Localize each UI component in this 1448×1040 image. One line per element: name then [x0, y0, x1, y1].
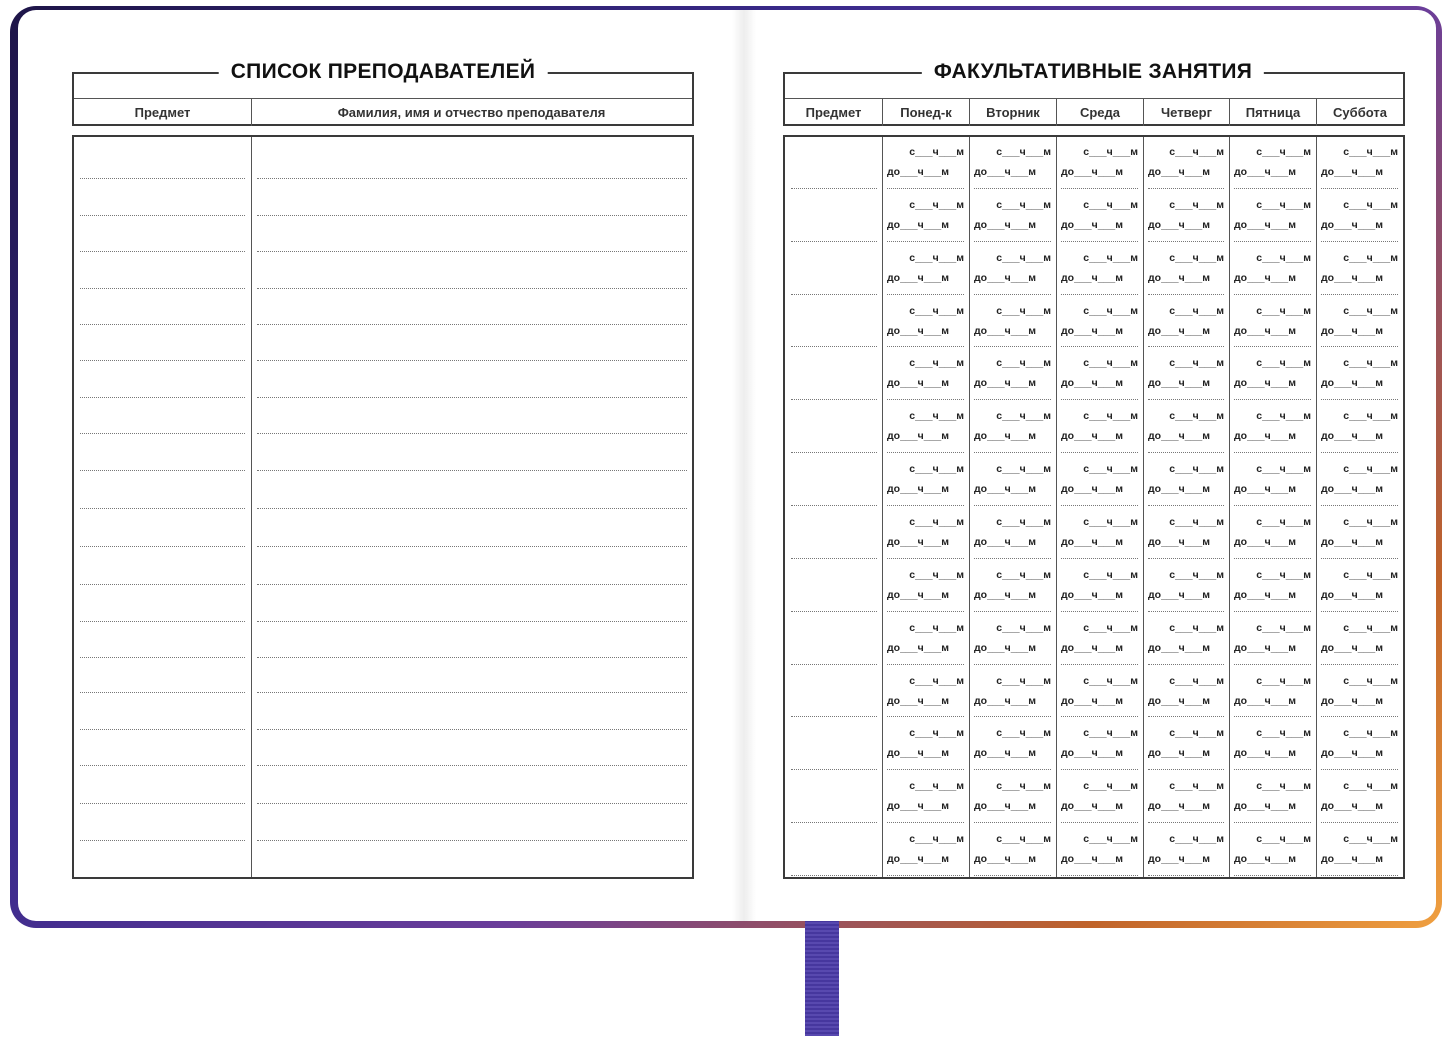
- subject-writing-line[interactable]: [80, 546, 245, 547]
- subject-writing-line[interactable]: [80, 692, 245, 693]
- slot-divider-line: [974, 611, 1051, 612]
- time-slot-cell[interactable]: с___ч___м до___ч___м: [969, 771, 1056, 824]
- time-slot-cell[interactable]: с___ч___м до___ч___м: [969, 824, 1056, 877]
- time-slot-cell[interactable]: с___ч___м до___ч___м: [1229, 243, 1316, 296]
- teacher-writing-line[interactable]: [257, 621, 687, 622]
- elective-subject-line[interactable]: [791, 294, 877, 295]
- time-slot-cell[interactable]: с___ч___м до___ч___м: [1056, 507, 1143, 560]
- subject-writing-line[interactable]: [80, 508, 245, 509]
- teacher-writing-line[interactable]: [257, 324, 687, 325]
- time-slot-cell[interactable]: с___ч___м до___ч___м: [882, 771, 969, 824]
- subject-writing-line[interactable]: [80, 251, 245, 252]
- elective-subject-line[interactable]: [791, 346, 877, 347]
- slot-divider-line: [1061, 875, 1138, 876]
- slot-divider-line: [1234, 241, 1311, 242]
- time-slot-cell[interactable]: с___ч___м до___ч___м: [1056, 824, 1143, 877]
- column-header-6: Суббота: [1316, 99, 1403, 126]
- time-slot-cell[interactable]: с___ч___м до___ч___м: [1316, 296, 1403, 349]
- column-header-teacher-name: Фамилия, имя и отчество преподавателя: [337, 105, 606, 120]
- time-slot-cell[interactable]: с___ч___м до___ч___м: [969, 560, 1056, 613]
- teacher-writing-line[interactable]: [257, 729, 687, 730]
- time-slot-cell[interactable]: с___ч___м до___ч___м: [882, 296, 969, 349]
- slot-divider-line: [974, 716, 1051, 717]
- elective-subject-line[interactable]: [791, 241, 877, 242]
- slot-divider-line: [1321, 664, 1398, 665]
- time-slot-cell[interactable]: с___ч___м до___ч___м: [1229, 613, 1316, 666]
- slot-divider-line: [887, 875, 964, 876]
- teachers-table: [72, 135, 694, 879]
- time-slot-cell[interactable]: с___ч___м до___ч___м: [969, 348, 1056, 401]
- column-header-4: Четверг: [1143, 99, 1229, 126]
- slot-divider-line: [1148, 875, 1224, 876]
- teacher-writing-line[interactable]: [257, 397, 687, 398]
- subject-writing-line[interactable]: [80, 397, 245, 398]
- slot-divider-line: [1321, 875, 1398, 876]
- time-slot-cell[interactable]: с___ч___м до___ч___м: [882, 824, 969, 877]
- slot-divider-line: [1061, 241, 1138, 242]
- time-slot-cell[interactable]: с___ч___м до___ч___м: [882, 666, 969, 719]
- slot-divider-line: [1148, 452, 1224, 453]
- slot-divider-line: [1321, 558, 1398, 559]
- slot-divider-line: [887, 241, 964, 242]
- slot-divider-line: [974, 241, 1051, 242]
- slot-divider-line: [1321, 822, 1398, 823]
- slot-divider-line: [1234, 716, 1311, 717]
- time-slot-cell[interactable]: с___ч___м до___ч___м: [969, 718, 1056, 771]
- time-slot-cell[interactable]: с___ч___м до___ч___м: [882, 560, 969, 613]
- time-slot-cell[interactable]: с___ч___м до___ч___м: [1056, 137, 1143, 190]
- time-slot-cell[interactable]: с___ч___м до___ч___м: [1056, 190, 1143, 243]
- column-header-1: Понед-к: [882, 99, 969, 126]
- time-slot-cell[interactable]: с___ч___м до___ч___м: [882, 454, 969, 507]
- slot-divider-line: [1234, 822, 1311, 823]
- elective-subject-line[interactable]: [791, 664, 877, 665]
- teacher-writing-line[interactable]: [257, 584, 687, 585]
- slot-divider-line: [887, 769, 964, 770]
- slot-divider-line: [887, 399, 964, 400]
- slot-divider-line: [974, 294, 1051, 295]
- elective-subject-line[interactable]: [791, 558, 877, 559]
- slot-divider-line: [1234, 452, 1311, 453]
- time-slot-cell[interactable]: с___ч___м до___ч___м: [1143, 824, 1229, 877]
- time-slot-cell[interactable]: с___ч___м до___ч___м: [1056, 296, 1143, 349]
- slot-divider-line: [887, 558, 964, 559]
- slot-divider-line: [887, 346, 964, 347]
- subject-writing-line[interactable]: [80, 621, 245, 622]
- time-slot-cell[interactable]: с___ч___м до___ч___м: [1316, 613, 1403, 666]
- time-slot-cell[interactable]: с___ч___м до___ч___м: [882, 190, 969, 243]
- slot-divider-line: [887, 664, 964, 665]
- slot-divider-line: [1321, 241, 1398, 242]
- time-slot-cell[interactable]: с___ч___м до___ч___м: [969, 666, 1056, 719]
- electives-table: [783, 135, 1405, 879]
- slot-divider-line: [1061, 294, 1138, 295]
- time-slot-cell[interactable]: с___ч___м до___ч___м: [1056, 613, 1143, 666]
- time-slot-cell[interactable]: с___ч___м до___ч___м: [1056, 666, 1143, 719]
- teacher-writing-line[interactable]: [257, 765, 687, 766]
- time-slot-cell[interactable]: с___ч___м до___ч___м: [1056, 454, 1143, 507]
- slot-divider-line: [1234, 505, 1311, 506]
- teacher-writing-line[interactable]: [257, 546, 687, 547]
- time-slot-cell[interactable]: с___ч___м до___ч___м: [1229, 507, 1316, 560]
- time-slot-cell[interactable]: с___ч___м до___ч___м: [882, 348, 969, 401]
- slot-divider-line: [1234, 611, 1311, 612]
- time-slot-cell[interactable]: с___ч___м до___ч___м: [1056, 348, 1143, 401]
- time-slot-cell[interactable]: с___ч___м до___ч___м: [1229, 718, 1316, 771]
- slot-divider-line: [1234, 399, 1311, 400]
- time-slot-cell[interactable]: с___ч___м до___ч___м: [1229, 137, 1316, 190]
- teacher-writing-line[interactable]: [257, 508, 687, 509]
- teacher-writing-line[interactable]: [257, 470, 687, 471]
- time-slot-cell[interactable]: с___ч___м до___ч___м: [1056, 560, 1143, 613]
- slot-divider-line: [1321, 769, 1398, 770]
- time-slot-cell[interactable]: с___ч___м до___ч___м: [969, 243, 1056, 296]
- time-slot-cell[interactable]: с___ч___м до___ч___м: [882, 401, 969, 454]
- time-slot-cell[interactable]: с___ч___м до___ч___м: [1316, 348, 1403, 401]
- time-slot-cell[interactable]: с___ч___м до___ч___м: [1143, 243, 1229, 296]
- column-header-3: Среда: [1056, 99, 1143, 126]
- time-slot-cell[interactable]: с___ч___м до___ч___м: [1316, 771, 1403, 824]
- elective-subject-line[interactable]: [791, 822, 877, 823]
- subject-writing-line[interactable]: [80, 840, 245, 841]
- slot-divider-line: [1061, 558, 1138, 559]
- subject-writing-line[interactable]: [80, 360, 245, 361]
- time-slot-cell[interactable]: с___ч___м до___ч___м: [1229, 824, 1316, 877]
- slot-divider-line: [974, 822, 1051, 823]
- time-slot-cell[interactable]: с___ч___м до___ч___м: [969, 507, 1056, 560]
- slot-divider-line: [974, 188, 1051, 189]
- time-slot-cell[interactable]: с___ч___м до___ч___м: [1316, 560, 1403, 613]
- time-slot-cell[interactable]: с___ч___м до___ч___м: [1143, 190, 1229, 243]
- slot-divider-line: [1321, 188, 1398, 189]
- slot-divider-line: [974, 875, 1051, 876]
- time-slot-cell[interactable]: с___ч___м до___ч___м: [1143, 401, 1229, 454]
- time-slot-cell[interactable]: с___ч___м до___ч___м: [969, 190, 1056, 243]
- subject-writing-line[interactable]: [80, 584, 245, 585]
- elective-subject-line[interactable]: [791, 452, 877, 453]
- subject-writing-line[interactable]: [80, 433, 245, 434]
- time-slot-cell[interactable]: с___ч___м до___ч___м: [1143, 718, 1229, 771]
- teachers-title: СПИСОК ПРЕПОДАВАТЕЛЕЙ: [219, 60, 548, 84]
- slot-divider-line: [1061, 346, 1138, 347]
- time-slot-cell[interactable]: с___ч___м до___ч___м: [1143, 348, 1229, 401]
- slot-divider-line: [887, 716, 964, 717]
- time-slot-cell[interactable]: с___ч___м до___ч___м: [1056, 401, 1143, 454]
- column-header-subject: Предмет: [134, 105, 191, 120]
- subject-writing-line[interactable]: [80, 178, 245, 179]
- slot-divider-line: [1061, 452, 1138, 453]
- time-slot-cell[interactable]: с___ч___м до___ч___м: [1143, 137, 1229, 190]
- time-slot-cell[interactable]: с___ч___м до___ч___м: [882, 137, 969, 190]
- time-slot-cell[interactable]: с___ч___м до___ч___м: [1143, 666, 1229, 719]
- slot-divider-line: [887, 822, 964, 823]
- slot-divider-line: [1321, 716, 1398, 717]
- teacher-writing-line[interactable]: [257, 657, 687, 658]
- subject-writing-line[interactable]: [80, 470, 245, 471]
- slot-divider-line: [974, 505, 1051, 506]
- slot-divider-line: [1234, 769, 1311, 770]
- slot-divider-line: [1148, 241, 1224, 242]
- slot-divider-line: [1148, 399, 1224, 400]
- elective-subject-line[interactable]: [791, 188, 877, 189]
- time-slot-cell[interactable]: с___ч___м до___ч___м: [882, 718, 969, 771]
- slot-divider-line: [1148, 611, 1224, 612]
- slot-divider-line: [974, 664, 1051, 665]
- time-slot-cell[interactable]: с___ч___м до___ч___м: [1229, 401, 1316, 454]
- slot-divider-line: [1321, 399, 1398, 400]
- page-gutter: [732, 10, 756, 921]
- column-header-5: Пятница: [1229, 99, 1316, 126]
- subject-writing-line[interactable]: [80, 803, 245, 804]
- time-slot-cell[interactable]: с___ч___м до___ч___м: [1229, 771, 1316, 824]
- time-slot-cell[interactable]: с___ч___м до___ч___м: [1229, 560, 1316, 613]
- time-slot-cell[interactable]: с___ч___м до___ч___м: [969, 296, 1056, 349]
- slot-divider-line: [1148, 664, 1224, 665]
- subject-writing-line[interactable]: [80, 657, 245, 658]
- slot-divider-line: [1061, 716, 1138, 717]
- time-slot-cell[interactable]: с___ч___м до___ч___м: [1229, 454, 1316, 507]
- time-slot-cell[interactable]: с___ч___м до___ч___м: [1316, 190, 1403, 243]
- slot-divider-line: [887, 505, 964, 506]
- time-slot-cell[interactable]: с___ч___м до___ч___м: [1229, 666, 1316, 719]
- time-slot-cell[interactable]: с___ч___м до___ч___м: [1143, 613, 1229, 666]
- time-slot-cell[interactable]: с___ч___м до___ч___м: [1316, 666, 1403, 719]
- slot-divider-line: [1321, 346, 1398, 347]
- teacher-writing-line[interactable]: [257, 251, 687, 252]
- column-header-0: Предмет: [805, 105, 862, 120]
- slot-divider-line: [1234, 346, 1311, 347]
- teacher-writing-line[interactable]: [257, 288, 687, 289]
- slot-divider-line: [1148, 716, 1224, 717]
- slot-divider-line: [1321, 611, 1398, 612]
- time-slot-cell[interactable]: с___ч___м до___ч___м: [1229, 190, 1316, 243]
- subject-writing-line[interactable]: [80, 324, 245, 325]
- slot-divider-line: [1148, 346, 1224, 347]
- time-slot-cell[interactable]: с___ч___м до___ч___м: [969, 454, 1056, 507]
- subject-writing-line[interactable]: [80, 765, 245, 766]
- time-slot-cell[interactable]: с___ч___м до___ч___м: [882, 613, 969, 666]
- time-slot-cell[interactable]: с___ч___м до___ч___м: [1316, 454, 1403, 507]
- subject-writing-line[interactable]: [80, 215, 245, 216]
- slot-divider-line: [1061, 822, 1138, 823]
- time-slot-cell[interactable]: с___ч___м до___ч___м: [1316, 824, 1403, 877]
- time-slot-cell[interactable]: с___ч___м до___ч___м: [1056, 771, 1143, 824]
- time-slot-cell[interactable]: с___ч___м до___ч___м: [1056, 243, 1143, 296]
- time-slot-cell[interactable]: с___ч___м до___ч___м: [1143, 560, 1229, 613]
- elective-subject-line[interactable]: [791, 716, 877, 717]
- elective-subject-line[interactable]: [791, 505, 877, 506]
- slot-divider-line: [974, 346, 1051, 347]
- slot-divider-line: [1321, 452, 1398, 453]
- time-slot-cell[interactable]: с___ч___м до___ч___м: [1143, 771, 1229, 824]
- slot-divider-line: [1148, 294, 1224, 295]
- slot-divider-line: [974, 399, 1051, 400]
- time-slot-cell[interactable]: с___ч___м до___ч___м: [969, 137, 1056, 190]
- teacher-writing-line[interactable]: [257, 360, 687, 361]
- slot-divider-line: [1234, 558, 1311, 559]
- slot-divider-line: [1234, 188, 1311, 189]
- teacher-writing-line[interactable]: [257, 692, 687, 693]
- slot-divider-line: [1061, 664, 1138, 665]
- slot-divider-line: [1061, 188, 1138, 189]
- time-slot-cell[interactable]: с___ч___м до___ч___м: [882, 243, 969, 296]
- slot-divider-line: [1321, 505, 1398, 506]
- slot-divider-line: [1061, 505, 1138, 506]
- time-slot-cell[interactable]: с___ч___м до___ч___м: [1143, 296, 1229, 349]
- elective-subject-line[interactable]: [791, 769, 877, 770]
- subject-writing-line[interactable]: [80, 288, 245, 289]
- teacher-writing-line[interactable]: [257, 215, 687, 216]
- time-slot-cell[interactable]: с___ч___м до___ч___м: [1056, 718, 1143, 771]
- slot-divider-line: [1061, 399, 1138, 400]
- slot-divider-line: [1061, 611, 1138, 612]
- time-slot-cell[interactable]: с___ч___м до___ч___м: [1316, 718, 1403, 771]
- time-slot-cell[interactable]: с___ч___м до___ч___м: [1229, 296, 1316, 349]
- time-slot-cell[interactable]: с___ч___м до___ч___м: [882, 507, 969, 560]
- teacher-writing-line[interactable]: [257, 178, 687, 179]
- slot-divider-line: [887, 294, 964, 295]
- subject-writing-line[interactable]: [80, 729, 245, 730]
- slot-divider-line: [974, 558, 1051, 559]
- slot-divider-line: [974, 452, 1051, 453]
- column-header-2: Вторник: [969, 99, 1056, 126]
- time-slot-cell[interactable]: с___ч___м до___ч___м: [1316, 137, 1403, 190]
- slot-divider-line: [974, 769, 1051, 770]
- electives-title: ФАКУЛЬТАТИВНЫЕ ЗАНЯТИЯ: [922, 60, 1264, 84]
- elective-subject-line[interactable]: [791, 399, 877, 400]
- time-slot-cell[interactable]: с___ч___м до___ч___м: [969, 613, 1056, 666]
- time-slot-cell[interactable]: с___ч___м до___ч___м: [1316, 243, 1403, 296]
- slot-divider-line: [1148, 558, 1224, 559]
- elective-subject-line[interactable]: [791, 611, 877, 612]
- teacher-writing-line[interactable]: [257, 803, 687, 804]
- slot-divider-line: [1148, 505, 1224, 506]
- elective-subject-line[interactable]: [791, 875, 877, 876]
- time-slot-cell[interactable]: с___ч___м до___ч___м: [1229, 348, 1316, 401]
- slot-divider-line: [887, 188, 964, 189]
- slot-divider-line: [1148, 769, 1224, 770]
- teacher-writing-line[interactable]: [257, 433, 687, 434]
- slot-divider-line: [887, 611, 964, 612]
- time-slot-cell[interactable]: с___ч___м до___ч___м: [1143, 454, 1229, 507]
- time-slot-cell[interactable]: с___ч___м до___ч___м: [1143, 507, 1229, 560]
- bookmark-ribbon: [805, 918, 839, 1036]
- slot-divider-line: [887, 452, 964, 453]
- slot-divider-line: [1234, 294, 1311, 295]
- slot-divider-line: [1321, 294, 1398, 295]
- slot-divider-line: [1148, 188, 1224, 189]
- time-slot-cell[interactable]: с___ч___м до___ч___м: [1316, 401, 1403, 454]
- time-slot-cell[interactable]: с___ч___м до___ч___м: [1316, 507, 1403, 560]
- teacher-writing-line[interactable]: [257, 840, 687, 841]
- slot-divider-line: [1061, 769, 1138, 770]
- slot-divider-line: [1148, 822, 1224, 823]
- slot-divider-line: [1234, 875, 1311, 876]
- slot-divider-line: [1234, 664, 1311, 665]
- time-slot-cell[interactable]: с___ч___м до___ч___м: [969, 401, 1056, 454]
